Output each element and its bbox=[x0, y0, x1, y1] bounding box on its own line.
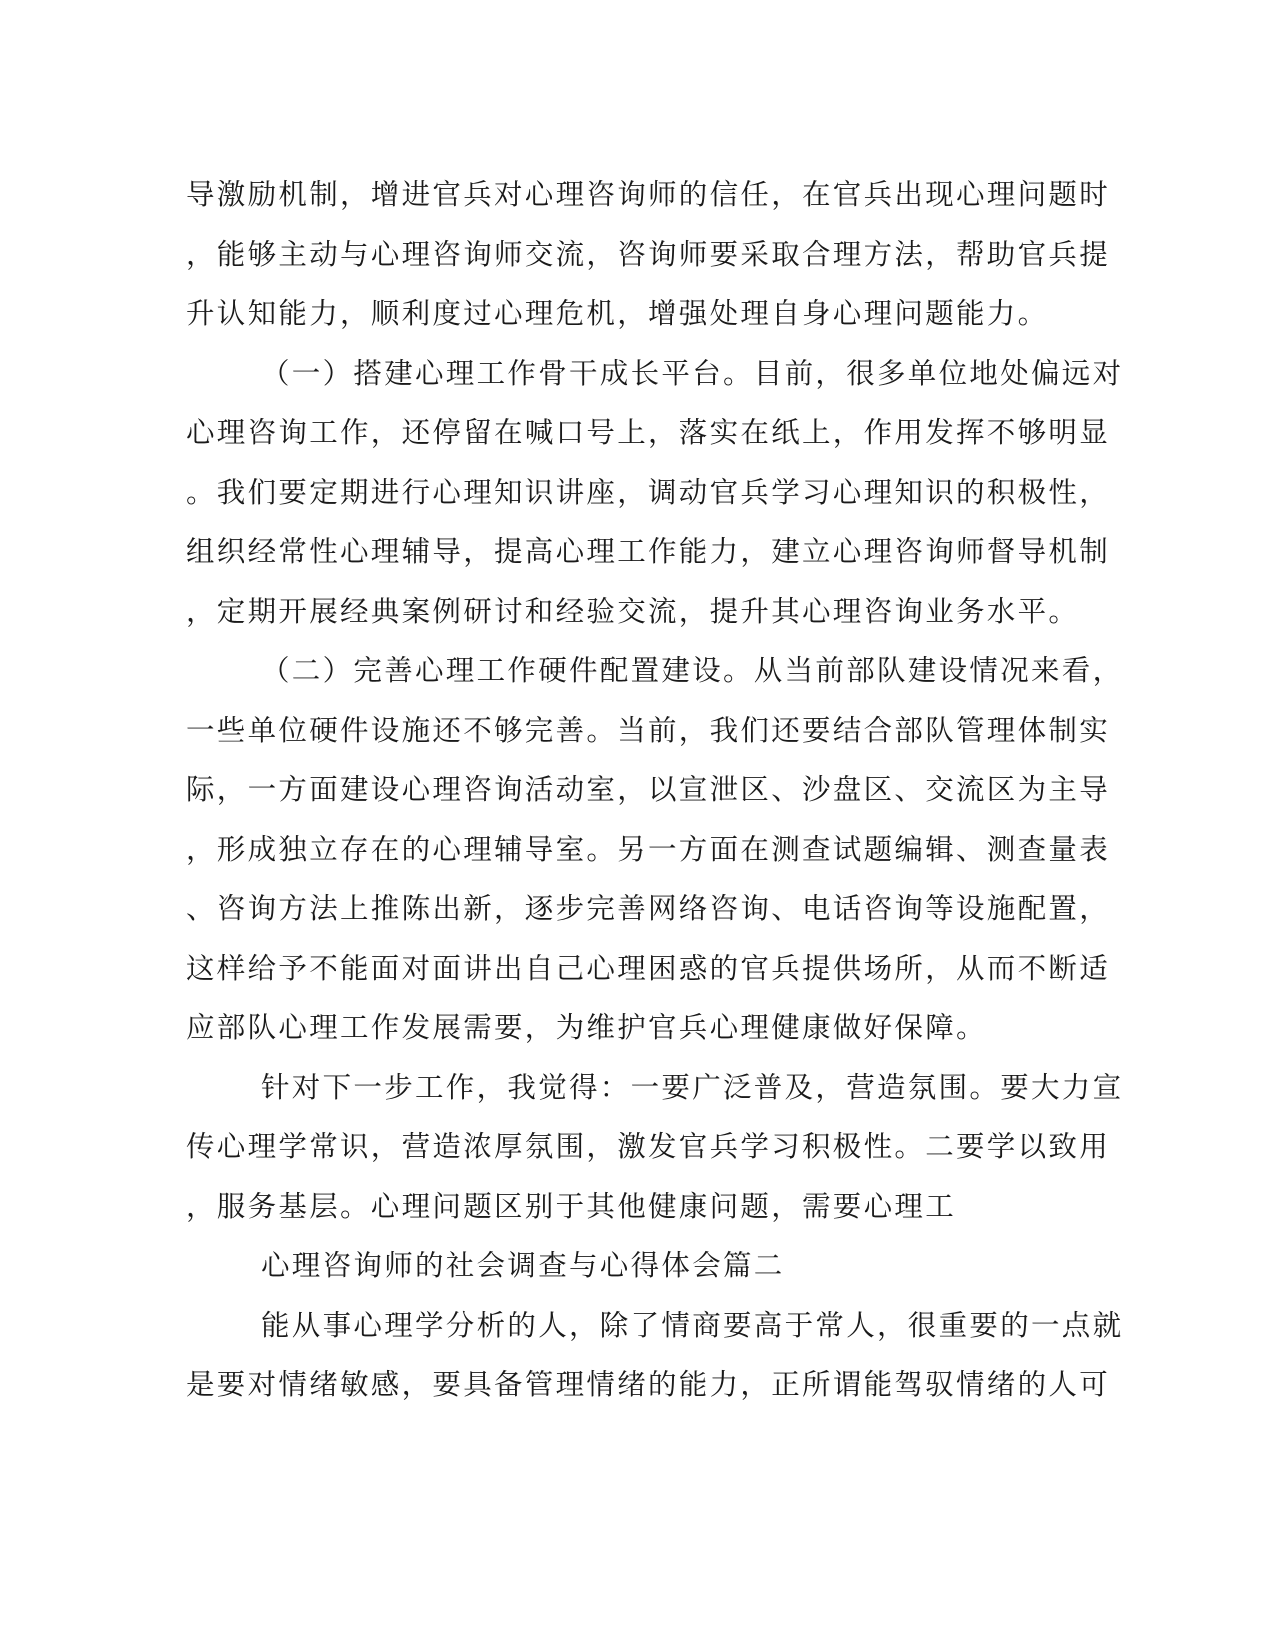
text-line: 这样给予不能面对面讲出自己心理困惑的官兵提供场所，从而不断适 bbox=[186, 951, 1111, 985]
paragraph-start-line: 针对下一步工作，我觉得：一要广泛普及，营造氛围。要大力宣 bbox=[261, 1070, 1124, 1104]
text-line: 际，一方面建设心理咨询活动室，以宣泄区、沙盘区、交流区为主导 bbox=[186, 773, 1111, 806]
text-line: 心理咨询工作，还停留在喊口号上，落实在纸上，作用发挥不够明显 bbox=[186, 416, 1111, 449]
text-line: 一些单位硬件设施还不够完善。当前，我们还要结合部队管理体制实 bbox=[186, 713, 1111, 747]
article-title-line: 心理咨询师的社会调查与心得体会篇二 bbox=[261, 1249, 785, 1282]
body-text bbox=[186, 165, 1124, 1415]
text-line: 是要对情绪敏感，要具备管理情绪的能力，正所谓能驾驭情绪的人可 bbox=[186, 1368, 1111, 1401]
section-heading-line: （二）完善心理工作硬件配置建设。从当前部队建设情况来看， bbox=[261, 654, 1124, 687]
text-line: 、咨询方法上推陈出新，逐步完善网络咨询、电话咨询等设施配置， bbox=[186, 892, 1111, 925]
section-heading-line: （一）搭建心理工作骨干成长平台。目前，很多单位地处偏远对 bbox=[261, 356, 1124, 390]
text-line: 导激励机制，增进官兵对心理咨询师的信任，在官兵出现心理问题时 bbox=[186, 178, 1111, 211]
text-line: ，定期开展经典案例研讨和经验交流，提升其心理咨询业务水平。 bbox=[186, 594, 1080, 628]
text-line: 传心理学常识，营造浓厚氛围，激发官兵学习积极性。二要学以致用 bbox=[186, 1130, 1111, 1163]
text-line: ，能够主动与心理咨询师交流，咨询师要采取合理方法，帮助官兵提 bbox=[186, 237, 1111, 271]
text-line: 应部队心理工作发展需要，为维护官兵心理健康做好保障。 bbox=[186, 1011, 987, 1044]
text-line: 组织经常性心理辅导，提高心理工作能力，建立心理咨询师督导机制 bbox=[186, 535, 1111, 568]
text-line: ，形成独立存在的心理辅导室。另一方面在测查试题编辑、测查量表 bbox=[186, 832, 1111, 866]
text-line: 升认知能力，顺利度过心理危机，增强处理自身心理问题能力。 bbox=[186, 297, 1049, 330]
paragraph-start-line: 能从事心理学分析的人，除了情商要高于常人，很重要的一点就 bbox=[261, 1308, 1124, 1342]
text-line: ，服务基层。心理问题区别于其他健康问题，需要心理工 bbox=[186, 1189, 957, 1223]
text-line: 。我们要定期进行心理知识讲座，调动官兵学习心理知识的积极性， bbox=[186, 475, 1111, 509]
